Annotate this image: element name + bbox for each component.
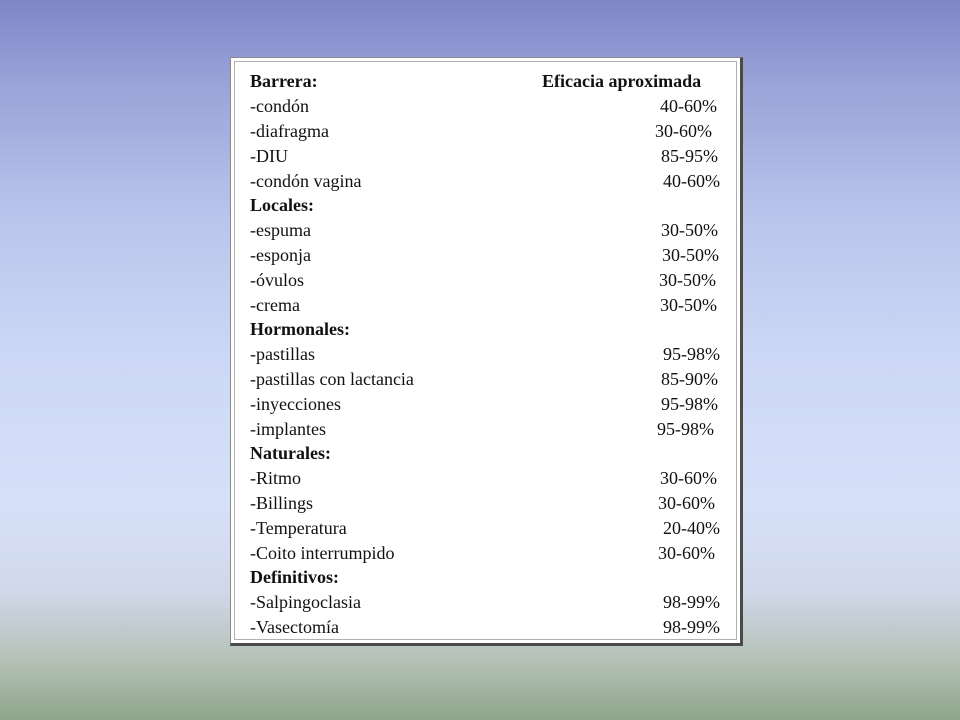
efficacy-value: 95-98%	[661, 394, 718, 414]
method-label: -pastillas con lactancia	[250, 369, 414, 389]
table-row	[235, 367, 736, 391]
efficacy-value: 30-60%	[655, 121, 712, 141]
method-label: -Salpingoclasia	[250, 592, 361, 612]
method-label: -Billings	[250, 493, 314, 513]
efficacy-value: 95-98%	[663, 344, 720, 364]
method-label: -inyecciones	[250, 394, 341, 414]
table-row	[235, 417, 736, 441]
section-label: Hormonales:	[250, 319, 350, 339]
method-label: -condón vagina	[250, 171, 362, 191]
section-heading	[235, 441, 736, 465]
method-label: -Temperatura	[250, 518, 347, 538]
table-frame	[234, 61, 737, 640]
table-row	[235, 293, 736, 317]
table-row	[235, 491, 736, 515]
method-label: -esponja	[250, 245, 311, 265]
efficacy-value: 40-60%	[660, 96, 717, 116]
table-row	[235, 119, 736, 143]
table-row	[235, 392, 736, 416]
table-row	[235, 516, 736, 540]
method-label: -Vasectomía	[250, 617, 339, 637]
table-row	[235, 615, 736, 639]
section-label: Naturales:	[250, 443, 331, 463]
method-label: -óvulos	[250, 270, 304, 290]
table-row	[235, 590, 736, 614]
method-label: -pastillas	[250, 344, 315, 364]
section-label: Locales:	[250, 195, 314, 215]
method-label: -DIU	[250, 146, 288, 166]
table-row	[235, 144, 736, 168]
method-label: -diafragma	[250, 121, 329, 141]
table-row	[235, 94, 736, 118]
table-row	[235, 218, 736, 242]
efficacy-value: 40-60%	[663, 171, 720, 191]
section-heading	[235, 565, 736, 589]
efficacy-header: Eficacia aproximada	[542, 71, 702, 91]
table-row	[235, 243, 736, 267]
contraception-efficacy-table	[230, 57, 743, 646]
method-label: -Coito interrumpido	[250, 543, 395, 563]
table-row	[235, 169, 736, 193]
section-heading	[235, 317, 736, 341]
method-label: -crema	[250, 295, 300, 315]
table-header	[235, 69, 736, 93]
section-label: Definitivos:	[250, 567, 339, 587]
efficacy-value: 30-50%	[661, 220, 718, 240]
efficacy-value: 98-99%	[663, 592, 720, 612]
efficacy-value: 20-40%	[663, 518, 720, 538]
category-header: Barrera:	[250, 71, 318, 91]
efficacy-value: 30-60%	[658, 543, 715, 563]
efficacy-value: 30-60%	[658, 493, 715, 513]
efficacy-value: 30-50%	[660, 295, 717, 315]
method-label: -condón	[250, 96, 309, 116]
method-label: -Ritmo	[250, 468, 302, 488]
method-label: -implantes	[250, 419, 326, 439]
efficacy-value: 85-95%	[661, 146, 718, 166]
efficacy-value: 30-60%	[660, 468, 717, 488]
table-row	[235, 466, 736, 490]
table-row	[235, 342, 736, 366]
method-label: -espuma	[250, 220, 311, 240]
table-row	[235, 541, 736, 565]
table-row	[235, 268, 736, 292]
section-heading	[235, 193, 736, 217]
efficacy-value: 95-98%	[657, 419, 714, 439]
efficacy-value: 85-90%	[661, 369, 718, 389]
efficacy-value: 30-50%	[662, 245, 719, 265]
efficacy-value: 98-99%	[663, 617, 720, 637]
efficacy-value: 30-50%	[659, 270, 716, 290]
